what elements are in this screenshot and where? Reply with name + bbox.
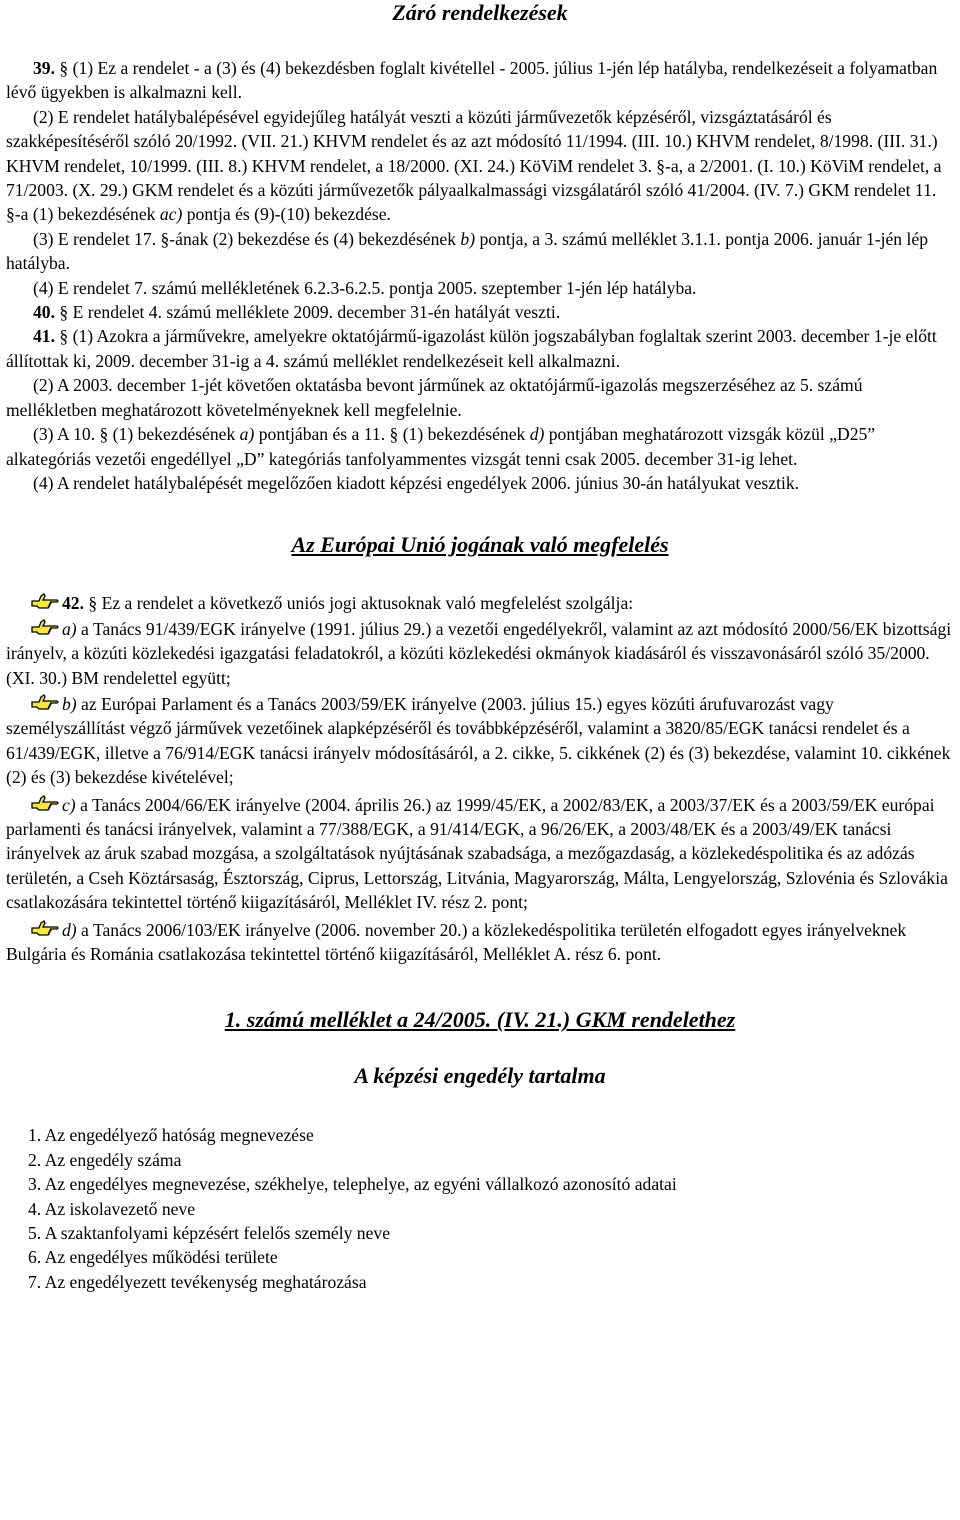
section-sign-icon: § — [88, 593, 98, 614]
list-item: 6. Az engedélyes működési területe — [28, 1247, 278, 1268]
point-label: a) — [62, 618, 77, 639]
heading-license-content: A képzési engedély tartalma — [354, 1063, 606, 1089]
pointing-hand-icon — [30, 919, 60, 939]
point-label: d) — [62, 919, 77, 940]
paragraph-39-4 — [6, 276, 954, 300]
paragraph-text: (4) A rendelet hatálybalépését megelőzően kiadott képzési engedélyek 2006. június 30-án hatályukat vesztik. — [33, 472, 800, 493]
section-number: 41. — [33, 326, 55, 347]
paragraph-text: pontjában és a 11. § (1) bekezdésének — [254, 424, 530, 445]
paragraph-text: (4) E rendelet 7. számú mellékletének 6.2.3-6.2.5. pontja 2005. szeptember 1-jén lép hatályba. — [33, 277, 697, 298]
pointing-hand-icon — [30, 794, 60, 814]
paragraph-41-1 — [6, 324, 954, 373]
paragraph-text: E rendelet 4. számú melléklete 2009. december 31-én hatályát veszti. — [68, 302, 561, 323]
eu-item-a — [6, 617, 954, 690]
point-label: c) — [62, 794, 76, 815]
list-item: 4. Az iskolavezető neve — [28, 1198, 196, 1219]
eu-item-d — [6, 918, 954, 967]
section-sign-icon: § — [59, 326, 69, 347]
eu-item-b — [6, 692, 954, 790]
paragraph-39-1 — [6, 56, 954, 105]
list-item: 1. Az engedélyező hatóság megnevezése — [28, 1125, 314, 1146]
paragraph-text: a Tanács 91/439/EGK irányelve (1991. július 29.) a vezetői engedélyekről, valamint az azt módosító 2000/56/EK bizottsági irányelv, a közúti közlekedési igazgatási feladatokról, a közúti közlekedési okmányok kiadásáról és visszavonásáról szóló 35/2000. (XI. 30.) BM rendelettel együtt; — [6, 618, 952, 688]
section-number: 42. — [62, 593, 84, 614]
point-label: a) — [239, 424, 255, 445]
section-number: 40. — [33, 302, 55, 323]
paragraph-text: (2) A 2003. december 1-jét követően oktatásba bevont járműnek az oktatójármű-igazolás megszerzéséhez az 5. számú mellékletben meghatározott követelményeknek kell megfelelnie. — [6, 375, 863, 420]
paragraph-40 — [6, 300, 954, 324]
point-label: b) — [460, 228, 476, 249]
paragraph-text: pontjában meghatározott vizsgák közül „D25” alkategóriás vezetői engedéllyel „D” kategóriás tanfolyammentes vizsgát tenni csak 2005. december 31-ig lehet. — [6, 424, 876, 469]
paragraph-text: (3) E rendelet 17. §-ának (2) bekezdése és (4) bekezdésének — [33, 228, 461, 249]
paragraph-text: a Tanács 2006/103/EK irányelve (2006. november 20.) a közlekedéspolitika területén elfogadott egyes irányelveknek Bulgária és Románia csatlakozása tekintettel történő kiigazításáról, Melléklet A. rész 6. pont. — [6, 919, 907, 964]
list-item: 3. Az engedélyes megnevezése, székhelye, telephelye, az egyéni vállalkozó azonosító adatai — [28, 1174, 677, 1195]
list-item: 2. Az engedély száma — [28, 1149, 182, 1170]
pointing-hand-icon — [30, 693, 60, 713]
paragraph-41-4 — [6, 471, 954, 495]
paragraph-text: (1) Ez a rendelet - a (3) és (4) bekezdésben foglalt kivétellel - 2005. július 1-jén lép hatályba, rendelkezéseit a folyamatban lévő ügyekben is alkalmazni kell. — [6, 58, 938, 103]
pointing-hand-icon — [30, 592, 60, 612]
heading-eu-compliance: Az Európai Unió jogának való megfelelés — [291, 532, 669, 558]
paragraph-41-2 — [6, 373, 954, 422]
paragraph-text: (1) Azokra a járművekre, amelyekre oktatójármű-igazolást külön jogszabályban foglaltak szerint 2003. december 1-je előtt állítottak ki, 2009. december 31-ig a 4. számú melléklet rendelkezéseit kell alkalmazni. — [6, 326, 937, 371]
paragraph-41-3 — [6, 422, 954, 471]
paragraph-text: pontja és (9)-(10) bekezdése. — [182, 204, 391, 225]
license-content-list — [6, 1123, 954, 1294]
eu-item-c — [6, 793, 954, 915]
paragraph-text: a Tanács 2004/66/EK irányelve (2004. április 26.) az 1999/45/EK, a 2002/83/EK, a 2003/37/EK és a 2003/59/EK európai parlamenti és tanácsi irányelvek, valamint a 77/388/EGK, a 91/414/EGK, a 96/26/EK, a 2003/48/EK és a 2003/49/EK tanácsi irányelvek az áruk szabad mozgása, a szolgáltatások nyújtásának szabadsága, a mezőgazdaság, a közlekedéspolitika és az adózás területén, a Cseh Köztársaság, Észtország, Ciprus, Lettország, Litvánia, Magyarország, Málta, Lengyelország, Szlovénia és Szlovákia csatlakozására tekintettel történő kiigazításáról, Melléklet IV. rész 2. pont; — [6, 794, 948, 913]
list-item: 5. A szaktanfolyami képzésért felelős személy neve — [28, 1223, 391, 1244]
paragraph-39-3 — [6, 227, 954, 276]
list-item: 7. Az engedélyezett tevékenység meghatározása — [28, 1271, 367, 1292]
section-number: 39. — [33, 58, 55, 78]
pointing-hand-icon — [30, 618, 60, 638]
paragraph-text: pontja, a 3. számú melléklet 3.1.1. pontja 2006. január 1-jén lép hatályba. — [6, 228, 928, 274]
paragraph-text: (3) A 10. § (1) bekezdésének — [33, 424, 240, 445]
paragraph-text: Ez a rendelet a következő uniós jogi aktusoknak való megfelelést szolgálja: — [97, 593, 634, 614]
point-label: b) — [62, 693, 77, 714]
section-sign-icon: § — [59, 302, 69, 323]
section-sign-icon: § — [59, 58, 69, 78]
heading-annex-1: 1. számú melléklet a 24/2005. (IV. 21.) GKM rendelethez — [224, 1007, 736, 1033]
paragraph-text: az Európai Parlament és a Tanács 2003/59/EK irányelve (2003. július 15.) egyes közúti árufuvarozást vagy személyszállítást végző járművek vezetőinek alapképzéséről és továbbképzéséről, valamint a 3820/85/EGK tanácsi rendelet és a 61/439/EGK, illetve a 76/914/EGK tanácsi irányelv módosításáról, a 2. cikke, 5. cikkének (2) és (3) bekezdése, valamint 10. cikkének (2) és (3) bekezdése kivételével; — [6, 693, 951, 788]
heading-zaro-rendelkezesek: Záró rendelkezések — [392, 0, 568, 25]
point-label: d) — [529, 424, 545, 445]
point-label: ac) — [159, 204, 183, 225]
paragraph-42 — [6, 591, 954, 615]
paragraph-39-2 — [6, 105, 954, 227]
paragraph-text: (2) E rendelet hatálybalépésével egyidejűleg hatályát veszti a közúti járművezetők képzéséről, vizsgáztatásáról és szakképesítéséről szóló 20/1992. (VII. 21.) KHVM rendelet és az azt módosító 11/1994. (III. 10.) KHVM rendelet, 8/1998. (III. 31.) KHVM rendelet, 10/1999. (III. 8.) KHVM rendelet, a 18/2000. (XI. 24.) KöViM rendelet 3. §-a, a 2/2001. (I. 10.) KöViM rendelet, a 71/2003. (X. 29.) GKM rendelet és a közúti járművezetők pályaalkalmassági vizsgálatáról szóló 41/2004. (IV. 7.) GKM rendelet 11. §-a (1) bekezdésének — [6, 106, 942, 225]
